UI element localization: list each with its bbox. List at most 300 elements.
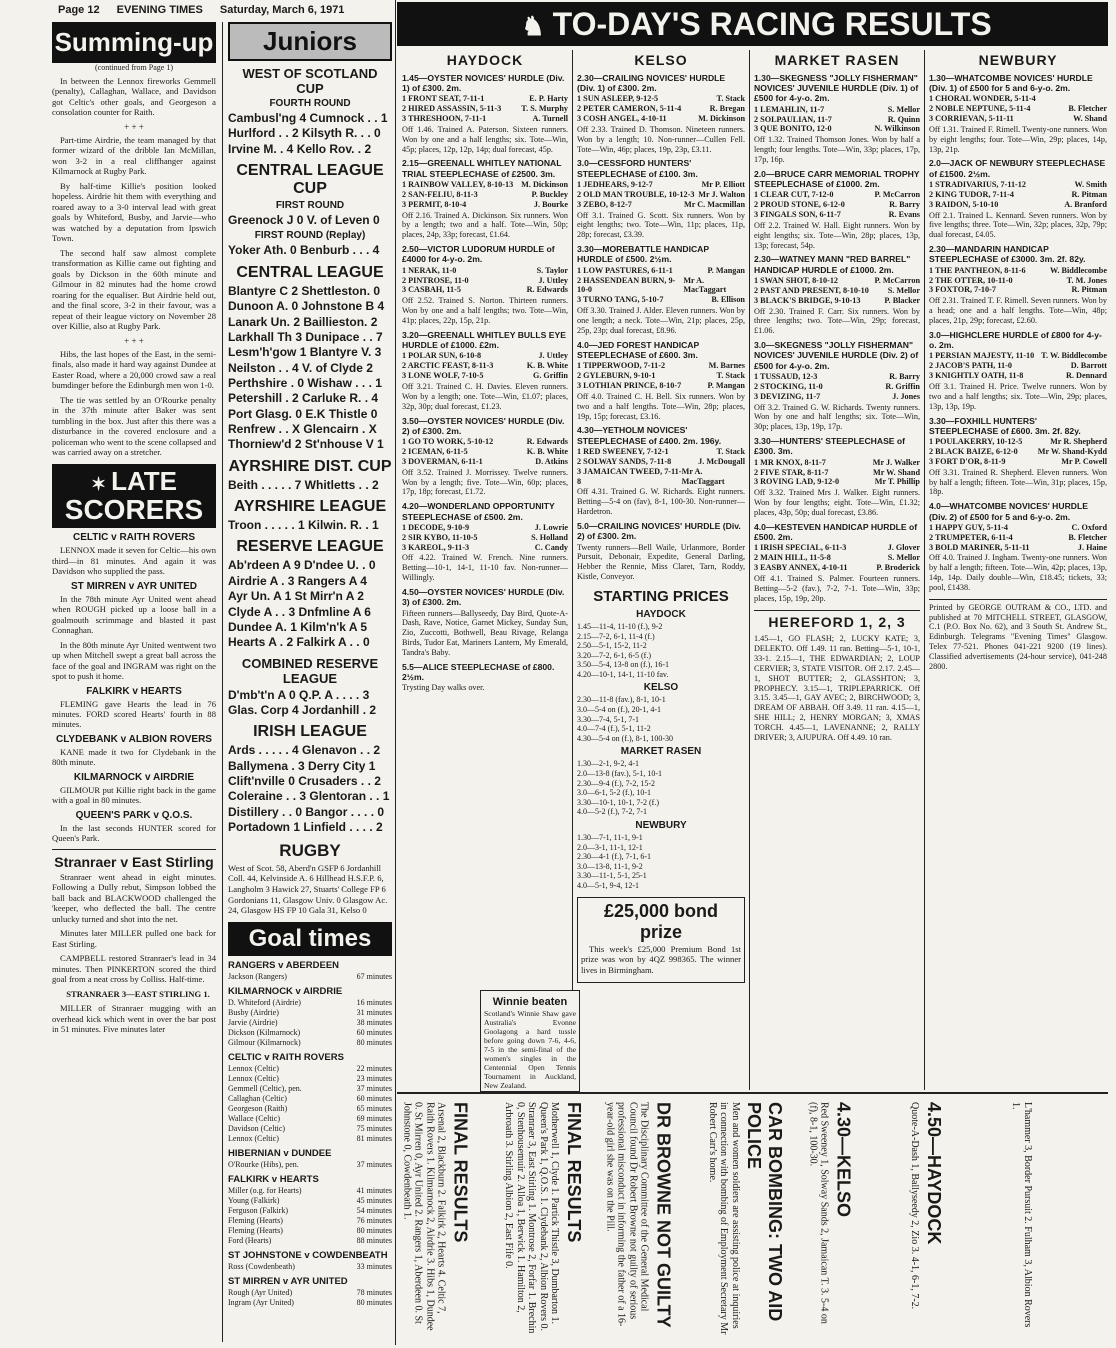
race-placing bbox=[402, 104, 568, 114]
late-scorer-item bbox=[52, 772, 216, 806]
goal-times-row bbox=[228, 1104, 392, 1114]
goal-scorer: Gilmour (Kilmarnock) bbox=[228, 1038, 301, 1048]
horse-name: 3 CORRIEVAN, 5-11-11 bbox=[929, 114, 1014, 124]
summing-up-paragraph: By half-time Killie's position looked hopeless. Airdrie hit them with everything and roared away to a 3-0 interval lead with great goals by Whiteford, Busby, and Jarvie—who was watched by a deputation from Ipswich Town. bbox=[52, 180, 216, 244]
goal-minute: 31 minutes bbox=[356, 1008, 392, 1018]
late-scorer-text: In the 78th minute Ayr United went ahead when ROUGH picked up a loose ball in a goalmouth scrimmage and blasted it past Connaghan. bbox=[52, 593, 216, 636]
starting-price-line: 1.45—11-4, 11-10 (f.), 9-2 bbox=[577, 621, 663, 631]
race-notes: Off 1.31. Trained F. Rimell. Twenty-one runners. Won by eight lengths; four. Tote—Win, 29p; places, 14p, 13p, 21p. bbox=[929, 124, 1107, 154]
race-notes: Twenty runners—Bell Waile, Urlanmore, Border Pursuit, Debonair, Expedite, General Darling, Hebber the Rennie, Miss Claret, Tarn, Roddy, Kistle, Conveyor. bbox=[577, 542, 745, 582]
stop-press-heading: FINAL RESULTS bbox=[563, 1102, 584, 1243]
horse-name: 3 KNIGHTLY OATH, 11-8 bbox=[929, 371, 1024, 381]
stranraer-paragraph: CAMPBELL restored Stranraer's lead in 34 minutes. Then PINKERTON scored the third goal from a neat cross by Colliss. Half-time. bbox=[52, 953, 216, 985]
result-row: Cambusl'ng 4 Cumnock . . 1 bbox=[228, 111, 388, 125]
horse-name: 2 HASSENDEAN BURN, 9-10-0 bbox=[577, 275, 676, 295]
stop-press-body: Men and women soldiers are assisting police at inquiries in connection with bombing of Employment Secretary Mr Robert Carr's home. bbox=[706, 1102, 741, 1337]
race-placing bbox=[402, 285, 568, 295]
horse-name: 2 THE OTTER, 10-11-0 bbox=[929, 275, 1013, 285]
race-notes: Off 1.46. Trained A. Paterson. Sixteen runners. Won by one and a half lengths; six. Tote—Win, 45p; places, 12p, 12p, 14p; dual forecast, 45p. bbox=[402, 124, 568, 154]
race-placing bbox=[402, 190, 568, 200]
jockey-name: S. Holland bbox=[531, 532, 568, 542]
race-title: 3.30—MOREBATTLE HANDICAP HURDLE of £500. 2½m. bbox=[577, 244, 709, 265]
result-row: Hurlford . . 2 Kilsyth R. . . 0 bbox=[228, 126, 381, 141]
result-row: Blantyre C 2 Shettleston. 0 bbox=[228, 283, 381, 298]
jockey-name: R. Quinn bbox=[887, 114, 920, 124]
race-placing bbox=[402, 543, 568, 553]
horse-name: 3 LOTHIAN PRINCE, 8-10-7 bbox=[577, 381, 682, 391]
horse-name: 1 GO TO WORK, 5-10-12 bbox=[402, 437, 494, 447]
race-placing bbox=[577, 200, 745, 210]
goal-scorer: Lennox (Celtic) bbox=[228, 1074, 279, 1084]
juniors-section-heading: CENTRAL LEAGUE CUP bbox=[236, 162, 384, 198]
race-placing bbox=[577, 381, 745, 391]
horse-icon: ♞ bbox=[521, 11, 545, 41]
hereford-results: 1.45—1, GO FLASH; 2, LUCKY KATE; 3, DELEKTO. Off 1.49. 11 ran. Betting—5-1, 10-1, 33-1. 2.15—1, THE EDWARDIAN; 2, LOUP CERVIER; 3, STATE VISITOR. Off 2.17. 2.45—1, SHOT BUTTER; 2, GLASSHTON; 3, PROPHECY. 3.15—1, TRIPLEPARRICK. Off 3.15. 3.45—1, GAY AVEC; 2, BIRCHWOOD; 3, DREAM OF ABBAH. Off 3.49. 11 ran. 4.15—1, SHE HILL; 2, HENRY MORGAN; 3, XMAS TORCH. 4.45—1, LAVENANNE; 2, RALLY DRIVER; 3, AJUPURA. Off 4.49. 10 ran. bbox=[754, 634, 920, 742]
summing-up-title: Summing-up bbox=[54, 27, 214, 57]
stop-press-strip bbox=[397, 1092, 1108, 1344]
goal-minute: 60 minutes bbox=[356, 1028, 392, 1038]
horse-name: 1 POULAKERRY, 10-12-5 bbox=[929, 437, 1023, 447]
stranraer-paragraph: Minutes later MILLER pulled one back for East Stirling. bbox=[52, 928, 216, 949]
starting-prices-course: KELSO bbox=[643, 682, 679, 694]
race-title: 3.30—HUNTERS' STEEPLECHASE of £300. 3m. bbox=[754, 436, 906, 457]
goal-times-match: KILMARNOCK v AIRDRIE bbox=[228, 986, 343, 998]
goal-times-row bbox=[228, 1226, 392, 1236]
winnie-beaten-text: Scotland's Winnie Shaw gave Australia's Evonne Goolagong a hard tussle before going down 7-6, 4-6, 7-5 in the semi-final of the women's singles in the Centennial Open Tennis Tournament in Auckland, New Zealand. bbox=[484, 1009, 576, 1090]
course-title-market-rasen: MARKET RASEN bbox=[774, 52, 900, 68]
horse-name: 3 TURNO TANG, 5-10-7 bbox=[577, 295, 664, 305]
goal-times-row bbox=[228, 1008, 392, 1018]
race-title: 3.0—SKEGNESS "JOLLY FISHERMAN" NOVICES' JUVENILE HURDLE (Div. 2) of £500 for 4-y-o. 2m. bbox=[754, 340, 919, 371]
result-row: Larkhall Th 3 Dunipace . . 7 bbox=[228, 329, 383, 344]
result-row: Ab'rdeen A 9 D'ndee U. . 0 bbox=[228, 558, 376, 573]
race-placing bbox=[402, 200, 568, 210]
late-scorer-item bbox=[52, 686, 216, 730]
bond-prize-text: This week's £25,000 Premium Bond 1st prize was won by 4QZ 998365. The winner lives in Birmingham. bbox=[581, 943, 741, 975]
horse-name: 1 LOW PASTURES, 6-11-1 bbox=[577, 265, 673, 275]
stop-press-heading: 4.30—KELSO bbox=[833, 1102, 854, 1218]
horse-name: 2 SAN-FELIU, 8-11-3 bbox=[402, 189, 478, 199]
goal-scorer: Wallace (Celtic) bbox=[228, 1114, 280, 1124]
horse-name: 2 SOLWAY SANDS, 7-11-8 bbox=[577, 456, 672, 466]
horse-name: 2 BLACK BAIZE, 6-12-0 bbox=[929, 447, 1018, 457]
jockey-name: R. Edwards bbox=[526, 437, 568, 447]
horse-name: 2 PINTROSE, 11-0 bbox=[402, 275, 469, 285]
goal-minute: 88 minutes bbox=[356, 1236, 392, 1246]
race-title: 2.0—JACK OF NEWBURY STEEPLECHASE of £1500. 2½m. bbox=[929, 158, 1106, 179]
goal-scorer: Rough (Ayr United) bbox=[228, 1288, 293, 1298]
result-row: Glas. Corp 4 Jordanhill . 2 bbox=[228, 702, 377, 717]
race-placing bbox=[577, 467, 745, 487]
horse-name: 2 PETER CAMERON, 5-11-4 bbox=[577, 104, 682, 114]
printers-imprint: Printed by GEORGE OUTRAM & CO., LTD. and published at 70 MITCHELL STREET, GLASGOW, C.1 (P.O. Box No. 62), and 3 South St. Andrew St., Edinburgh. Telegrams "Evening Times" Glasgow. Telex 77-521. Phones 041-221 9200 (19 lines). Classified advertisements (24-hour service), 041-248 2800. bbox=[929, 599, 1107, 672]
race-title: 5.0—CRAILING NOVICES' HURDLE (Div. 2) of £300. 2m. bbox=[577, 520, 741, 542]
starting-price-line: 3.30—7-4, 5-1, 7-1 bbox=[577, 714, 639, 724]
stop-press-column bbox=[604, 1102, 698, 1337]
starting-price-line: 3.0—5-4 on (f.), 20-1, 4-1 bbox=[577, 705, 661, 715]
race-placing bbox=[577, 190, 745, 200]
starting-prices-course: MARKET RASEN bbox=[620, 746, 702, 758]
race-placing bbox=[754, 210, 920, 220]
jockey-name: R. Pitman bbox=[1071, 189, 1107, 199]
goal-scorer: Ingram (Ayr United) bbox=[228, 1298, 294, 1308]
late-scorer-text: LENNOX made it seven for Celtic—his own third—in 81 minutes. And again it was Davidson who supplied the pass. bbox=[52, 545, 216, 577]
summing-up-paragraph: Hibs, the last hopes of the East, in the semi-finals, also made it hard way against Dundee at Easter Road, where a 20,000 crowd saw a real bumdinger before the Edinburgh men won 1-0. bbox=[52, 348, 216, 391]
result-row: Lanark Un. 2 Baillieston. 2 bbox=[228, 314, 378, 329]
late-scorers-header bbox=[52, 464, 216, 529]
stop-press-column bbox=[706, 1102, 800, 1337]
late-scorer-text: FLEMING gave Hearts the lead in 76 minutes. FORD scored Hearts' fourth in 88 minutes. bbox=[52, 698, 216, 730]
goal-scorer: Lennox (Celtic) bbox=[228, 1064, 279, 1074]
horse-name: 2 ARCTIC FEAST, 8-11-3 bbox=[402, 361, 494, 371]
horse-name: 1 CLEAR CUT, 7-12-0 bbox=[754, 190, 834, 200]
race-placing bbox=[754, 286, 920, 296]
race-notes: Off 3.1. Trained G. Scott. Six runners. Won by eight lengths; two. Tote—Win, 11p; places, 11p, 28p; forecast, £3.39. bbox=[577, 210, 745, 240]
stop-press-text bbox=[503, 1102, 584, 1337]
race-placing bbox=[577, 114, 745, 124]
race-placing bbox=[754, 296, 920, 306]
result-row: Dunoon A. 0 Johnstone B 4 bbox=[228, 299, 385, 314]
horse-name: 2 FIVE STAR, 8-11-7 bbox=[754, 467, 829, 477]
goal-times-row bbox=[228, 1114, 392, 1124]
goal-scorer: Ferguson (Falkirk) bbox=[228, 1206, 289, 1216]
goal-minute: 80 minutes bbox=[356, 1298, 392, 1308]
race-placing bbox=[754, 553, 920, 563]
race-placing bbox=[754, 372, 920, 382]
starting-prices-course: HAYDOCK bbox=[636, 608, 686, 620]
jockey-name: S. Mellor bbox=[887, 553, 920, 563]
horse-name: 3 DOVERMAN, 6-11-1 bbox=[402, 456, 483, 466]
race-placing bbox=[754, 392, 920, 402]
stop-press-heading: DR BROWNE NOT GUILTY bbox=[653, 1102, 674, 1328]
result-row: Dundee A. 1 Kilm'n'k A 5 bbox=[228, 619, 368, 634]
horse-name: 3 RAIDON, 5-10-10 bbox=[929, 199, 999, 209]
horse-name: 2 NOBLE NEPTUNE, 5-11-4 bbox=[929, 104, 1031, 114]
result-row: Renfrew . . X Glencairn . X bbox=[228, 422, 377, 437]
result-row: Greenock J 0 V. of Leven 0 bbox=[228, 213, 380, 228]
goal-scorer: Gemmell (Celtic), pen. bbox=[228, 1084, 302, 1094]
late-scorer-match: CLYDEBANK v ALBION ROVERS bbox=[56, 733, 212, 745]
race-placing bbox=[402, 114, 568, 124]
horse-name: 3 BLACK'S BRIDGE, 9-10-13 bbox=[754, 295, 861, 305]
race-placing bbox=[402, 457, 568, 467]
goal-times-row bbox=[228, 1094, 392, 1104]
juniors-section-heading: CENTRAL LEAGUE bbox=[236, 263, 384, 281]
race-notes: Off 3.32. Trained Mrs J. Walker. Eight runners. Won by four lengths; eight. Tote—Win, £1.32; places, 43p, 50p; dual forecast, £3.86. bbox=[754, 488, 920, 518]
jockey-name: Mr P. Elliott bbox=[701, 180, 745, 190]
race-notes: Off 2.2. Trained W. Hall. Eight runners. Won by eight lengths; six. Tote—Win, 28p; places, 13p, 13p; forecast, 54p. bbox=[754, 220, 920, 250]
horse-name: 3 ROVING LAD, 9-12-0 bbox=[754, 477, 840, 487]
stop-press-text bbox=[401, 1102, 471, 1337]
race-notes: Off 2.33. Trained D. Thomson. Nineteen runners. Won by a length; 10. Non-runner—Cullen Fell. Tote—Win, 46p; places, 19p, 23p, £3.11. bbox=[577, 124, 745, 154]
result-row: Ballymena . 3 Derry City 1 bbox=[228, 758, 376, 773]
goal-times-match: FALKIRK v HEARTS bbox=[228, 1174, 319, 1186]
horse-name: 1 TIPPERWOOD, 7-11-2 bbox=[577, 361, 666, 371]
horse-name: 1 CHORAL WONDER, 5-11-4 bbox=[929, 94, 1036, 104]
result-row: Thorniew'd 2 St'nhouse V 1 bbox=[228, 437, 384, 452]
jockey-name: E. P. Harty bbox=[529, 94, 568, 104]
late-scorer-item bbox=[52, 640, 216, 682]
goal-times-row bbox=[228, 1028, 392, 1038]
issue-date: Saturday, March 6, 1971 bbox=[219, 4, 345, 16]
jockey-name: J. McDougall bbox=[698, 456, 745, 466]
horse-name: 2 JACOB'S PATH, 11-0 bbox=[929, 361, 1012, 371]
course-title-newbury: NEWBURY bbox=[978, 52, 1058, 68]
jockey-name: Mr P. Cowell bbox=[1061, 456, 1107, 466]
goal-scorer: Georgeson (Raith) bbox=[228, 1104, 288, 1114]
jockey-name: J. Uttley bbox=[538, 275, 568, 285]
goal-minute: 75 minutes bbox=[356, 1124, 392, 1134]
jockey-name: P. McCarron bbox=[874, 190, 920, 200]
race-notes: Off 3.21. Trained C. H. Davies. Eleven runners. Won by a length; one. Tote—Win, £1.07; places, 32p, 30p; dual forecast, £1.23. bbox=[402, 382, 568, 411]
goal-times-row bbox=[228, 1160, 392, 1170]
horse-name: 1 LEMAHLIN, 11-7 bbox=[754, 104, 825, 114]
column-rule bbox=[395, 0, 396, 1345]
horse-name: 2 TRUMPETER, 6-11-4 bbox=[929, 532, 1013, 542]
goal-scorer: D. Whiteford (Airdrie) bbox=[228, 998, 301, 1008]
summing-up-header bbox=[52, 22, 216, 63]
stop-press-text bbox=[604, 1102, 674, 1337]
starting-price-line: 2.30—9-4 (f.), 7-2, 15-2 bbox=[577, 778, 655, 788]
race-title: 3.0—HIGHCLERE HURDLE of £800 for 4-y-o. 2m. bbox=[929, 329, 1102, 351]
juniors-section-heading: AYRSHIRE DIST. CUP bbox=[228, 457, 392, 475]
race-placing bbox=[402, 266, 568, 276]
race-notes: Off 3.1. Trained H. Price. Twelve runners. Won by two and a half lengths; six. Tote—Win, 29p; places, 13p, 13p, 19p. bbox=[929, 382, 1107, 411]
starting-price-line: 4.0—7-4 (f.), 5-1, 11-2 bbox=[577, 724, 651, 734]
late-scorer-item bbox=[52, 581, 216, 636]
race-placing bbox=[929, 266, 1107, 276]
jockey-name: B. Fletcher bbox=[1068, 104, 1107, 114]
horse-name: 3 PERMIT, 8-10-4 bbox=[402, 199, 467, 209]
goal-times-row bbox=[228, 1262, 392, 1272]
horse-name: 1 NERAK, 11-0 bbox=[402, 265, 457, 275]
race-placing bbox=[929, 371, 1107, 381]
race-title: 4.20—WONDERLAND OPPORTUNITY STEEPLECHASE of £500. 2m. bbox=[402, 501, 555, 522]
stop-press-heading: CAR BOMBING: TWO AID POLICE bbox=[743, 1102, 785, 1327]
goal-scorer: Ford (Hearts) bbox=[228, 1236, 272, 1246]
bond-prize-box bbox=[577, 897, 745, 984]
race-placing bbox=[929, 285, 1107, 295]
jockey-name: P. Buckley bbox=[531, 189, 568, 199]
summing-up-continued: (continued from Page 1) bbox=[95, 63, 173, 72]
late-scorer-match: CELTIC v RAITH ROVERS bbox=[72, 532, 196, 544]
jockey-name: Mr R. Shepherd bbox=[1050, 437, 1107, 447]
goal-minute: 16 minutes bbox=[356, 998, 392, 1008]
race-title: 3.30—FOXHILL HUNTERS' STEEPLECHASE of £600. 3m. 2f. 82y. bbox=[929, 415, 1081, 436]
race-placing bbox=[577, 447, 745, 457]
starting-prices-title: STARTING PRICES bbox=[593, 587, 729, 605]
result-row: Yoker Ath. 0 Benburb . . . 4 bbox=[228, 243, 380, 258]
goal-times-row bbox=[228, 1186, 392, 1196]
result-row: Beith . . . . . 7 Whitletts . . 2 bbox=[228, 477, 379, 492]
jockey-name: D. Barrott bbox=[1070, 361, 1107, 371]
horse-name: 2 PROUD STONE, 6-12-0 bbox=[754, 200, 845, 210]
section-divider-stars: + + + bbox=[124, 121, 144, 132]
horse-name: 3 FORT D'OR, 8-11-9 bbox=[929, 456, 1006, 466]
goal-minute: 41 minutes bbox=[356, 1186, 392, 1196]
goal-times-row bbox=[228, 1288, 392, 1298]
race-placing bbox=[754, 276, 920, 286]
race-title: 3.50—OYSTER NOVICES' HURDLE (Div. 2) of £300. 2m. bbox=[402, 415, 565, 436]
horse-name: 3 BOLD MARINER, 5-11-11 bbox=[929, 542, 1030, 552]
race-placing bbox=[929, 190, 1107, 200]
jockey-name: K. B. White bbox=[526, 447, 568, 457]
racing-results-banner bbox=[397, 2, 1108, 46]
result-row: Irvine M. . 4 Kello Rov. . 2 bbox=[228, 141, 372, 156]
horse-name: 3 JAMAICAN TWEED, 7-11-8 bbox=[577, 466, 682, 486]
jockey-name: B. Ellison bbox=[711, 295, 745, 305]
result-row: Troon . . . . . 1 Kilwin. R. . 1 bbox=[228, 518, 379, 533]
goal-scorer: Jarvie (Airdrie) bbox=[228, 1018, 278, 1028]
kelso-races bbox=[577, 73, 745, 582]
jockey-name: A. Branford bbox=[1064, 199, 1107, 209]
race-title: 4.0—JED FOREST HANDICAP STEEPLECHASE of £600. 3m. bbox=[577, 339, 700, 361]
starting-price-line: 2.0—3-1, 11-1, 12-1 bbox=[577, 842, 643, 852]
horse-name: 2 OLD MAN TROUBLE, 10-12-3 bbox=[577, 189, 695, 199]
horse-name: 3 QUE BONITO, 12-0 bbox=[754, 124, 832, 134]
horse-name: 2 ICEMAN, 6-11-5 bbox=[402, 447, 468, 457]
starting-price-line: 2.0—13-8 (fav.), 5-1, 10-1 bbox=[577, 769, 663, 779]
race-title: 5.5—ALICE STEEPLECHASE of £800. 2½m. bbox=[402, 661, 555, 683]
goal-minute: 80 minutes bbox=[356, 1038, 392, 1048]
race-placing bbox=[754, 105, 920, 115]
jockey-name: Mr C. Macmillan bbox=[683, 199, 745, 209]
starting-price-line: 4.0—5-2 (f.), 7-2, 7-1 bbox=[577, 807, 647, 817]
column-rule bbox=[924, 50, 925, 1090]
race-title: 2.50—VICTOR LUDORUM HURDLE of £4000 for 4-y-o. 2m. bbox=[402, 244, 555, 265]
horse-name: 2 GYLEBURN, 9-10-1 bbox=[577, 371, 656, 381]
goal-minute: 33 minutes bbox=[356, 1262, 392, 1272]
result-row: Neilston . . 4 V. of Clyde 2 bbox=[228, 360, 373, 375]
race-notes: Off 3.52. Trained J. Morrissey. Twelve runners. Won by a length; five. Tote—Win, 60p; places, 17p, 18p; forecast, £1.72. bbox=[402, 467, 568, 497]
race-placing bbox=[402, 94, 568, 104]
race-placing bbox=[577, 180, 745, 190]
race-placing bbox=[929, 457, 1107, 467]
race-placing bbox=[577, 371, 745, 381]
goal-times-match: ST JOHNSTONE v COWDENBEATH bbox=[228, 1250, 388, 1262]
stranraer-score: STRANRAER 3—EAST STIRLING 1. bbox=[66, 988, 210, 999]
juniors-section-heading: AYRSHIRE LEAGUE bbox=[233, 498, 387, 516]
race-title: 2.15—GREENALL WHITLEY NATIONAL TRIAL STEEPLECHASE of £2500. 3m. bbox=[402, 158, 562, 179]
jockey-name: Mr A. MacTaggart bbox=[681, 466, 725, 486]
horse-name: 2 HIRED ASSASSIN, 5-11-3 bbox=[402, 104, 502, 114]
jockey-name: G. Griffin bbox=[532, 371, 568, 381]
goal-minute: 54 minutes bbox=[356, 1206, 392, 1216]
result-row: Coleraine . . 3 Glentoran . . 1 bbox=[228, 789, 390, 804]
course-title-haydock: HAYDOCK bbox=[446, 52, 524, 68]
race-placing bbox=[402, 180, 568, 190]
race-notes: Off 4.31. Trained G. W. Richards. Eight runners. Betting—5-4 on (fav), 8-1, 100-30. Non-runner—Hardetron. bbox=[577, 487, 745, 517]
result-row: Distillery . . 0 Bangor . . . . 0 bbox=[228, 804, 385, 819]
haydock-races bbox=[402, 73, 568, 693]
race-placing bbox=[929, 180, 1107, 190]
jockey-name: C. Oxford bbox=[1071, 522, 1107, 532]
juniors-results bbox=[228, 66, 392, 836]
horse-name: 3 FINGALS SON, 6-11-7 bbox=[754, 210, 841, 220]
jockey-name: T. Stack bbox=[716, 371, 745, 381]
goal-times-row bbox=[228, 1084, 392, 1094]
horse-name: 3 FOXTOR, 7-10-7 bbox=[929, 285, 996, 295]
jockey-name: P. McCarron bbox=[874, 276, 920, 286]
course-title-kelso: KELSO bbox=[634, 52, 688, 68]
stop-press-body: Red Sweeney 1, Solway Sands 2, Jamaican T. 3. 5-4 on (f), 8-1, 100-30. bbox=[807, 1102, 831, 1327]
goal-scorer: Fleming (Hearts) bbox=[228, 1226, 283, 1236]
race-placing bbox=[754, 115, 920, 125]
race-title: 3.0—CESSFORD HUNTERS' STEEPLECHASE of £100. 3m. bbox=[577, 158, 698, 179]
race-placing bbox=[402, 351, 568, 361]
jockey-name: P. Blacker bbox=[884, 295, 920, 305]
goal-times-row bbox=[228, 1038, 392, 1048]
goal-times-row bbox=[228, 1064, 392, 1074]
jockey-name: J. Haine bbox=[1077, 542, 1107, 552]
jockey-name: K. B. White bbox=[526, 361, 568, 371]
stop-press-column bbox=[401, 1102, 495, 1337]
horse-name: 3 ZEBO, 8-12-7 bbox=[577, 199, 632, 209]
jockey-name: T. S. Murphy bbox=[521, 104, 568, 114]
goal-minute: 23 minutes bbox=[356, 1074, 392, 1084]
goal-times-match: RANGERS v ABERDEEN bbox=[228, 960, 340, 972]
horse-name: 3 COSH ANGEL, 4-10-11 bbox=[577, 114, 667, 124]
goal-minute: 67 minutes bbox=[356, 972, 392, 982]
goal-times-row bbox=[228, 1018, 392, 1028]
juniors-section-heading: IRISH LEAGUE bbox=[253, 723, 367, 741]
jockey-name: T. W. Biddlecombe bbox=[1041, 351, 1107, 361]
jockey-name: Mr W. Shand bbox=[873, 467, 920, 477]
jockey-name: T. Stack bbox=[716, 447, 745, 457]
jockey-name: J. Bourke bbox=[533, 199, 568, 209]
column-market-rasen bbox=[754, 52, 920, 1088]
race-notes: Off 4.0. Trained J. Ingham. Twenty-one runners. Won by half a length; fifteen. Tote—Win, 42p; places, 13p, 14p, 14p. Daily double—Win, £18.45; tickets, 33; pool, £1438. bbox=[929, 553, 1107, 592]
race-title: 4.30—YETHOLM NOVICES' STEEPLECHASE of £400. 2m. 196y. bbox=[577, 425, 722, 446]
race-title: 4.0—KESTEVEN HANDICAP HURDLE of £500. 2m. bbox=[754, 521, 918, 543]
goal-times-match: HIBERNIAN v DUNDEE bbox=[228, 1148, 332, 1160]
stop-press-text bbox=[909, 1102, 944, 1337]
horse-name: 1 TUSSAUD, 12-3 bbox=[754, 372, 818, 382]
jockey-name: M. Dickinson bbox=[521, 180, 568, 190]
jockey-name: T. M. Jones bbox=[1066, 275, 1107, 285]
horse-name: 2 MAIN HILL, 11-5-8 bbox=[754, 553, 831, 563]
horse-name: 1 SUN ASLEEP, 9-12-5 bbox=[577, 94, 659, 104]
horse-name: 1 IRISH SPECIAL, 6-11-3 bbox=[754, 543, 847, 553]
juniors-header bbox=[228, 22, 392, 61]
summing-up-paragraph: The second half saw almost complete transformation as Killie came out fighting and goals by Dickson in the 60th minute and Gilmour in 82 minutes had the home crowd roaring for the equaliser. But Airdrie held out, and the final score, 3-2 in their favour, was a repeat of their league victory on November 28 over Killie, also at Rugby Park. bbox=[52, 247, 216, 332]
column-haydock bbox=[402, 52, 568, 1088]
jockey-name: M. Barnes bbox=[708, 361, 745, 371]
bond-prize-title: £25,000 bond prize bbox=[603, 900, 719, 943]
horse-name: 1 RAINBOW VALLEY, 8-10-13 bbox=[402, 180, 514, 190]
late-scorer-match: KILMARNOCK v AIRDRIE bbox=[73, 771, 195, 783]
horse-name: 3 DEVIZING, 11-7 bbox=[754, 391, 821, 401]
goal-scorer: Young (Falkirk) bbox=[228, 1196, 280, 1206]
goal-minute: 60 minutes bbox=[356, 1094, 392, 1104]
race-placing bbox=[402, 361, 568, 371]
goal-times-match: ST MIRREN v AYR UNITED bbox=[228, 1276, 348, 1288]
jockey-name: R. Pitman bbox=[1071, 285, 1107, 295]
stop-press-text bbox=[1010, 1102, 1033, 1337]
late-scorers-title-bottom: SCORERS bbox=[64, 493, 204, 525]
jockey-name: S. Taylor bbox=[536, 265, 568, 275]
race-placing bbox=[577, 361, 745, 371]
race-placing bbox=[929, 437, 1107, 447]
result-row: Ayr Un. A 1 St Mirr'n A 2 bbox=[228, 589, 364, 604]
jockey-name: P. Mangan bbox=[707, 381, 745, 391]
paper-name: EVENING TIMES bbox=[116, 4, 203, 16]
late-scorer-text: GILMOUR put Killie right back in the game with a goal in 80 minutes. bbox=[52, 784, 216, 806]
goal-minute: 37 minutes bbox=[356, 1160, 392, 1170]
result-row: Clift'nville 0 Crusaders . . 2 bbox=[228, 774, 381, 789]
jockey-name: R. Evans bbox=[888, 210, 920, 220]
result-row: Lesm'h'gow 1 Blantyre V. 3 bbox=[228, 345, 382, 360]
